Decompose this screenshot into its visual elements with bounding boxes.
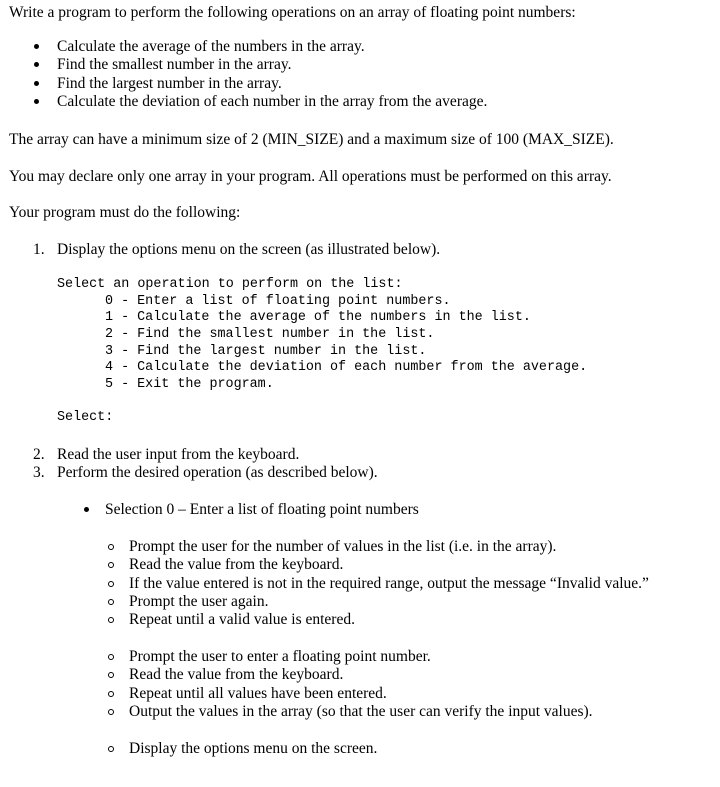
circle-bullet-icon [108, 672, 114, 678]
operation-item: Calculate the average of the numbers in the array. [57, 38, 365, 55]
bullet-icon [84, 507, 89, 512]
selection-step: If the value entered is not in the required range, output the message “Invalid value.” [129, 575, 649, 592]
selection-step: Repeat until a valid value is entered. [129, 611, 355, 628]
circle-bullet-icon [108, 654, 114, 660]
bullet-icon [34, 44, 39, 49]
circle-bullet-icon [108, 581, 114, 587]
menu-header: Select an operation to perform on the list: [57, 277, 403, 292]
array-size-text: The array can have a minimum size of 2 (MIN_SIZE) and a maximum size of 100 (MAX_SIZE). [9, 131, 614, 148]
circle-bullet-icon [108, 691, 114, 697]
circle-bullet-icon [108, 709, 114, 715]
selection-step: Read the value from the keyboard. [129, 666, 344, 683]
menu-option: 3 - Find the largest number in the list. [105, 344, 427, 359]
step-text: Read the user input from the keyboard. [57, 446, 300, 463]
selection-step: Read the value from the keyboard. [129, 556, 344, 573]
circle-bullet-icon [108, 544, 114, 550]
circle-bullet-icon [108, 617, 114, 623]
circle-bullet-icon [108, 562, 114, 568]
step-text: Display the options menu on the screen (as illustrated below). [57, 241, 441, 258]
step-number: 1. [33, 241, 45, 258]
menu-option: 5 - Exit the program. [105, 377, 274, 392]
bullet-icon [34, 99, 39, 104]
selection-step: Display the options menu on the screen. [129, 740, 378, 757]
step-text: Perform the desired operation (as described below). [57, 464, 378, 481]
step-number: 2. [33, 446, 45, 463]
menu-option: 1 - Calculate the average of the numbers in the list. [105, 310, 531, 325]
circle-bullet-icon [108, 746, 114, 752]
bullet-icon [34, 62, 39, 67]
selection-step: Prompt the user to enter a floating point number. [129, 648, 431, 665]
operation-item: Calculate the deviation of each number in the array from the average. [57, 93, 488, 110]
selection-step: Prompt the user for the number of values in the list (i.e. in the array). [129, 538, 557, 555]
selection-step: Output the values in the array (so that the user can verify the input values). [129, 703, 593, 720]
circle-bullet-icon [108, 599, 114, 605]
bullet-icon [34, 81, 39, 86]
operation-item: Find the smallest number in the array. [57, 56, 292, 73]
must-do-text: Your program must do the following: [9, 204, 241, 221]
menu-option: 4 - Calculate the deviation of each number from the average. [105, 360, 588, 375]
menu-option: 2 - Find the smallest number in the list. [105, 327, 435, 342]
selection-title: Selection 0 – Enter a list of floating point numbers [105, 501, 419, 518]
selection-step: Prompt the user again. [129, 593, 269, 610]
one-array-text: You may declare only one array in your program. All operations must be performed on this array. [9, 168, 612, 185]
step-number: 3. [33, 464, 45, 481]
intro-text: Write a program to perform the following operations on an array of floating point numbers: [9, 4, 576, 21]
operation-item: Find the largest number in the array. [57, 75, 282, 92]
menu-option: 0 - Enter a list of floating point numbers. [105, 294, 451, 309]
menu-prompt: Select: [57, 410, 114, 425]
selection-step: Repeat until all values have been entered. [129, 685, 387, 702]
